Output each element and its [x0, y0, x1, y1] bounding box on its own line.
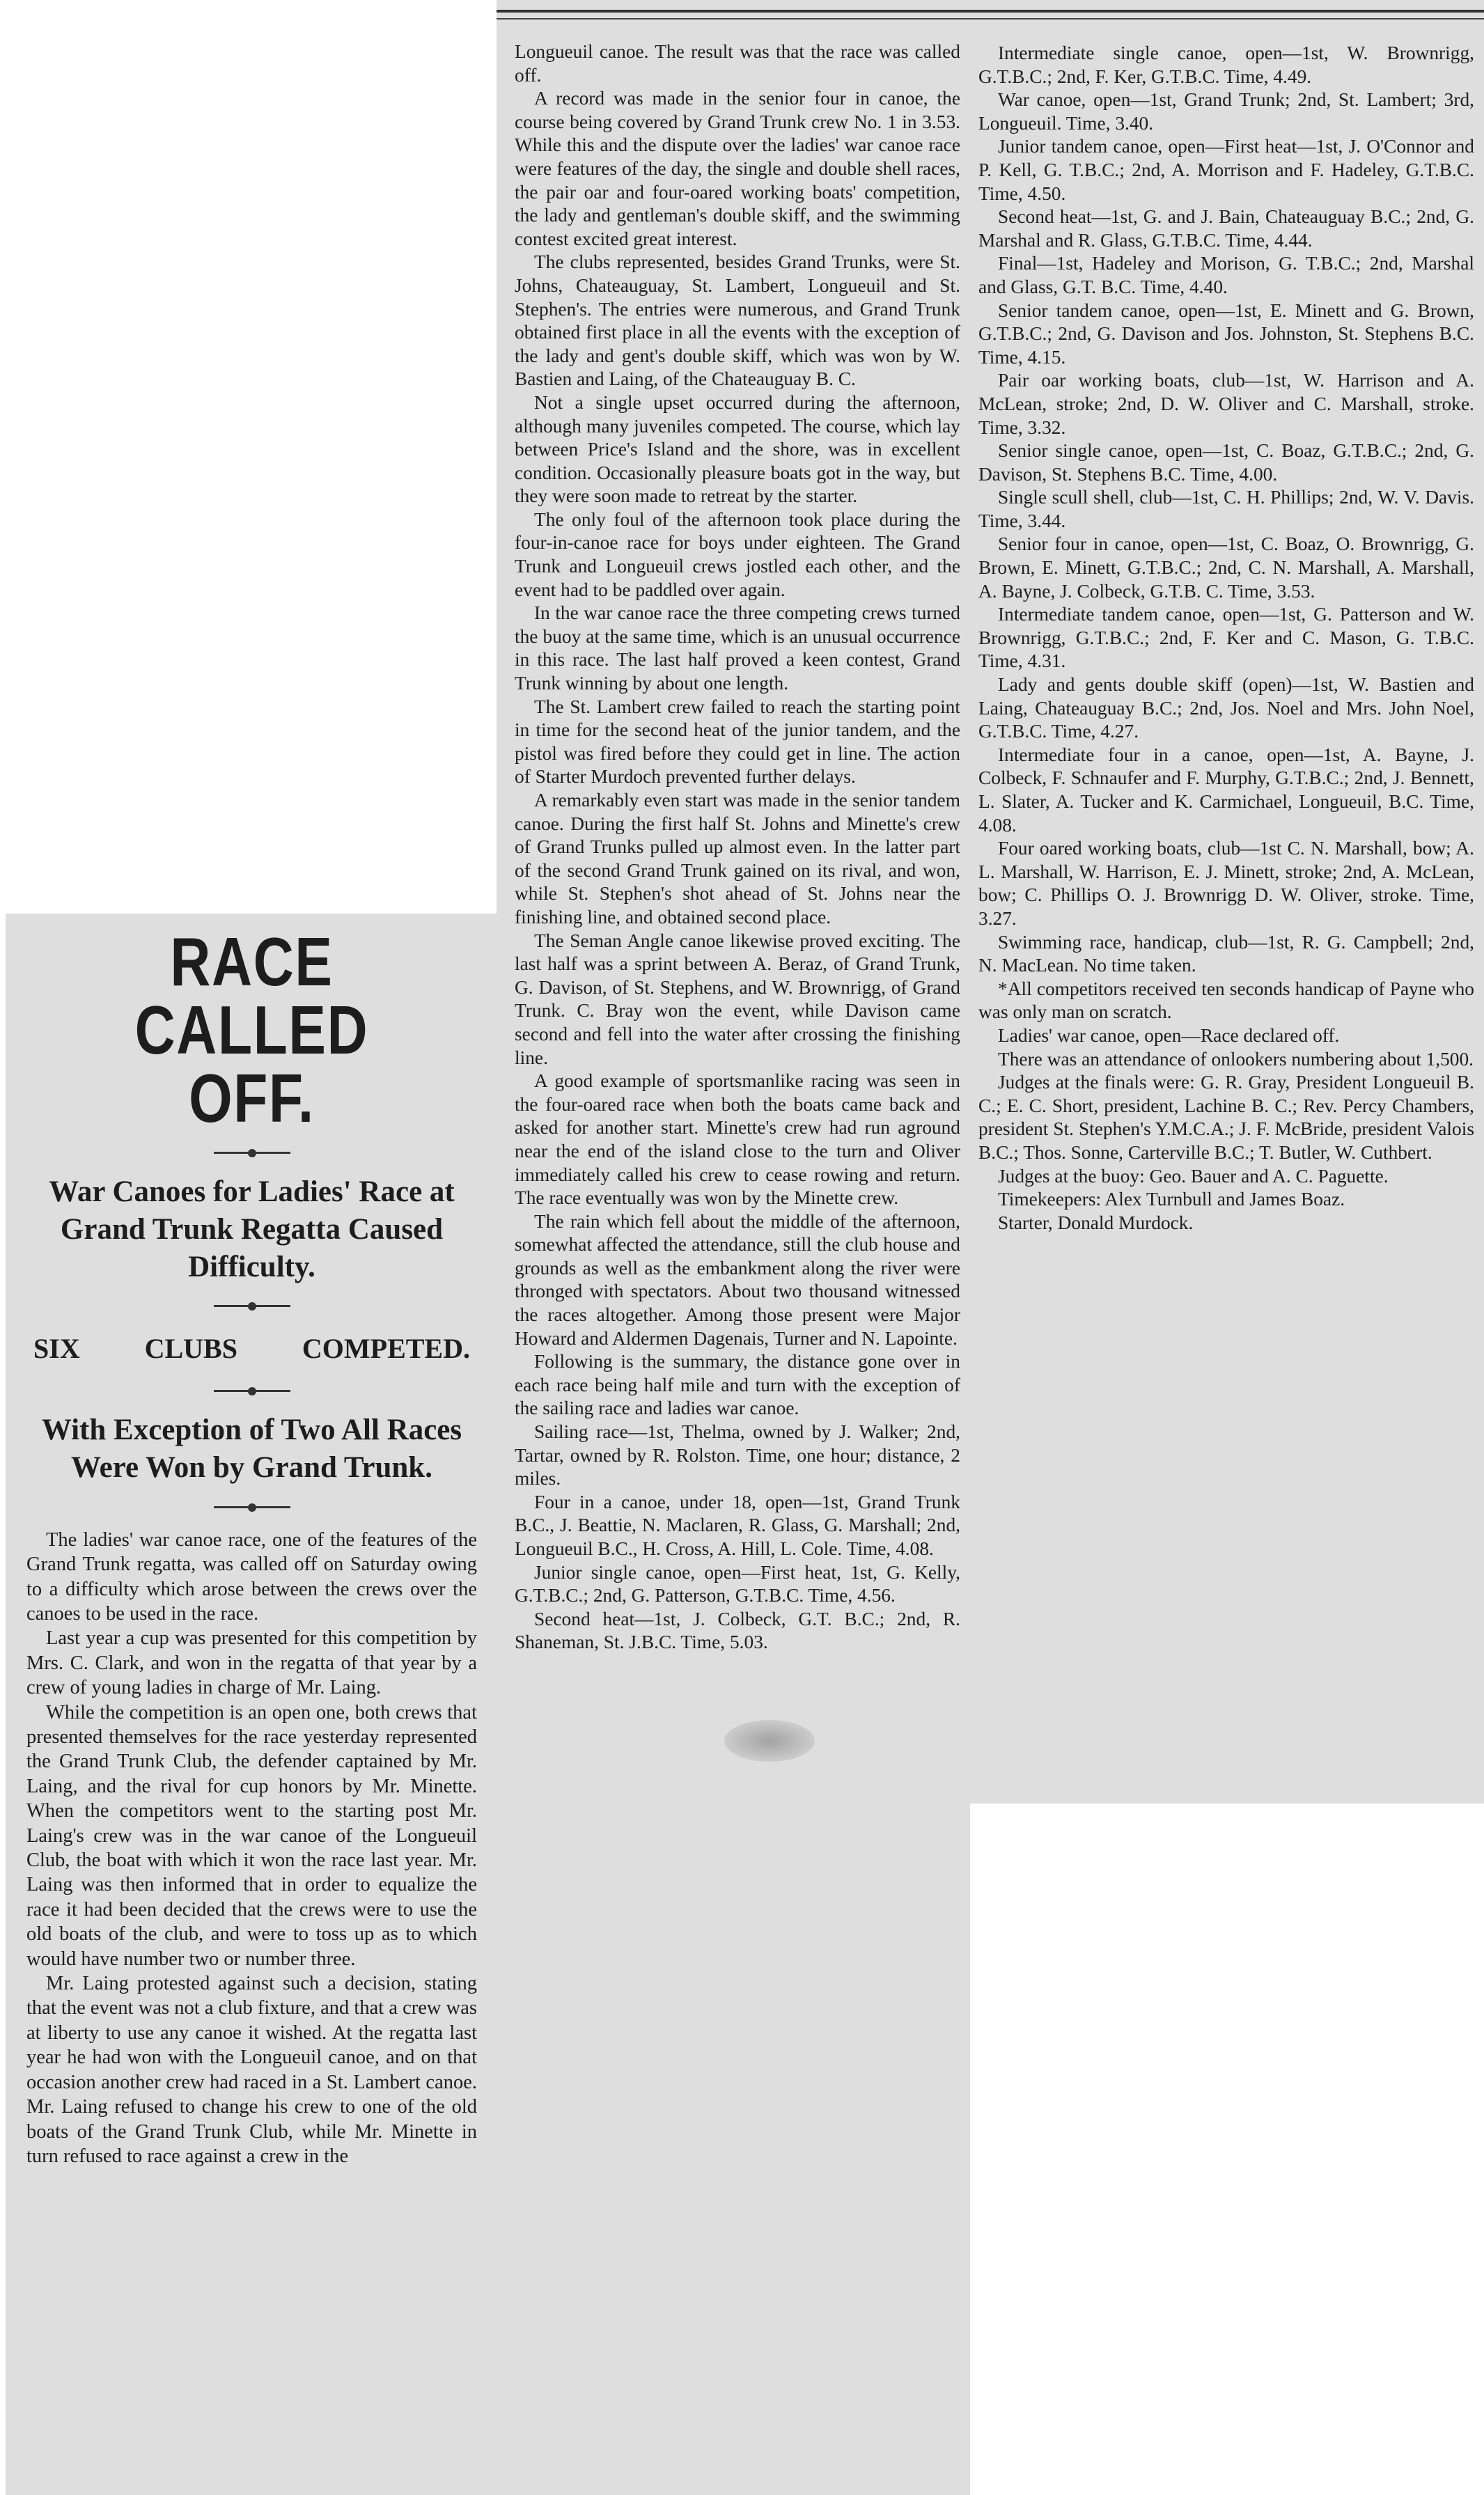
deck-2-word: COMPETED. — [302, 1333, 470, 1365]
top-rule — [970, 10, 1484, 13]
paragraph: Second heat—1st, G. and J. Bain, Chateauguay B.C.; 2nd, G. Marshal and R. Glass, G.T.B.C. Time, 4.44. — [978, 206, 1474, 251]
paragraph: Intermediate single canoe, open—1st, W. Brownrigg, G.T.B.C.; 2nd, F. Ker, G.T.B.C. Time, 4.49. — [978, 42, 1474, 87]
paragraph: Judges at the buoy: Geo. Bauer and A. C. Paguette. — [998, 1165, 1389, 1187]
deck-1: War Canoes for Ladies' Race at Grand Trunk Regatta Caused Difficulty. — [49, 1175, 455, 1283]
top-rule — [497, 10, 970, 13]
paragraph: Senior single canoe, open—1st, C. Boaz, G.T.B.C.; 2nd, G. Davison, St. Stephens B.C. Time, 4.00. — [978, 440, 1474, 485]
article-column-3 — [970, 0, 1484, 1804]
deck-3: With Exception of Two All Races Were Won by Grand Trunk. — [41, 1414, 462, 1484]
paragraph: Judges at the finals were: G. R. Gray, President Longueuil B. C.; E. C. Short, president, Lachine B. C.; Rev. Percy Chambers, president St. Stephen's Y.M.C.A.; J. F. McBride, president Valois B.C.; Thos. Sonne, Carterville B.C.; T. Butler, W. Cuthbert. — [978, 1072, 1474, 1163]
paragraph: Four oared working boats, club—1st C. N. Marshall, bow; A. L. Marshall, W. Harrison, E. J. Minett, stroke; 2nd, A. McLean, bow; C. Phillips O. J. Brownrigg D. W. Oliver, stroke. Time, 3.27. — [978, 838, 1474, 929]
paragraph: Sailing race—1st, Thelma, owned by J. Walker; 2nd, Tartar, owned by R. Rolston. Time, one hour; distance, 2 miles. — [515, 1421, 960, 1489]
rule-divider — [214, 1152, 290, 1154]
paragraph: Four in a canoe, under 18, open—1st, Grand Trunk B.C., J. Beattie, N. Maclaren, R. Glass, G. Marshall; 2nd, Longueuil B.C., H. Cross, A. Hill, L. Cole. Time, 4.08. — [515, 1491, 960, 1559]
paragraph: Not a single upset occurred during the afternoon, although many juveniles competed. The course, which lay between Price's Island and the shore, was in excellent condition. Occasionally pleasure boats got in the way, but they were soon made to retreat by the starter. — [515, 391, 960, 507]
paragraph: The Seman Angle canoe likewise proved exciting. The last half was a sprint between A. Beraz, of Grand Trunk, G. Davison, of St. Stephens, and W. Brownrigg, of Grand Trunk. C. Bray won the event, while Davison came second and fell into the water after crossing the finishing line. — [515, 930, 960, 1068]
paragraph: While the competition is an open one, both crews that presented themselves for the race yesterday represented the Grand Trunk Club, the defender captained by Mr. Laing, and the rival for cup honors by Mr. Minette. When the competitors went to the starting post Mr. Laing's crew was in the war canoe of the Longueuil Club, the boat with which it won the race last year. Mr. Laing was then informed that in order to equalize the race it had been decided that the crews were to use the old boats of the club, and were to toss up as to which would have number two or number three. — [26, 1701, 477, 1970]
rule-divider — [214, 1390, 290, 1392]
paragraph: In the war canoe race the three competing crews turned the buoy at the same time, which is an unusual occurrence in this race. The last half proved a keen contest, Grand Trunk winning by about one length. — [515, 602, 960, 694]
paragraph: The only foul of the afternoon took place during the four-in-canoe race for boys under eighteen. The Grand Trunk and Longueuil crews jostled each other, and the event had to be paddled over again. — [515, 508, 960, 600]
paragraph: A remarkably even start was made in the senior tandem canoe. During the first half St. Johns and Minette's crew of Grand Trunks pulled up almost even. In the latter part of the second Grand Trunk gained on its rival, and won, while St. Stephen's shot ahead of St. Johns near the finishing line, and obtained second place. — [515, 790, 960, 928]
article-column-2 — [497, 0, 970, 2495]
top-rule-thin — [497, 18, 970, 19]
column-3-body — [978, 42, 1474, 1235]
paragraph: Junior single canoe, open—First heat, 1st, G. Kelly, G.T.B.C.; 2nd, G. Patterson, G.T.B.C. Time, 4.56. — [515, 1561, 960, 1606]
deck-2-word: SIX — [33, 1333, 80, 1365]
rule-divider — [214, 1506, 290, 1508]
paragraph: Last year a cup was presented for this competition by Mrs. C. Clark, and won in the regatta of that year by a crew of young ladies in charge of Mr. Laing. — [26, 1627, 477, 1699]
paragraph: Longueuil canoe. The result was that the race was called off. — [515, 41, 960, 86]
paragraph: Junior tandem canoe, open—First heat—1st, J. O'Connor and P. Kell, G. T.B.C.; 2nd, A. Morrison and F. Hadeley, G.T.B.C. Time, 4.50. — [978, 136, 1474, 204]
paragraph: Timekeepers: Alex Turnbull and James Boaz. — [998, 1189, 1345, 1210]
paragraph: Senior tandem canoe, open—1st, E. Minett and G. Brown, G.T.B.C.; 2nd, G. Davison and Jos. Johnston, St. Stephens B.C. Time, 4.15. — [978, 299, 1474, 368]
paragraph: Starter, Donald Murdock. — [998, 1212, 1194, 1233]
paragraph: War canoe, open—1st, Grand Trunk; 2nd, St. Lambert; 3rd, Longueuil. Time, 3.40. — [978, 89, 1474, 134]
column-2-body — [515, 40, 960, 1655]
rule-divider — [214, 1305, 290, 1307]
paragraph: Intermediate tandem canoe, open—1st, G. Patterson and W. Brownrigg, G.T.B.C.; 2nd, F. Ker and C. Mason, G. T.B.C. Time, 4.31. — [978, 604, 1474, 672]
print-smudge — [724, 1720, 815, 1762]
paragraph: The ladies' war canoe race, one of the features of the Grand Trunk regatta, was called off on Saturday owing to a difficulty which arose between the crews over the canoes to be used in the race. — [26, 1528, 477, 1625]
paragraph: Intermediate four in a canoe, open—1st, A. Bayne, J. Colbeck, F. Schnaufer and F. Murphy, G.T.B.C.; 2nd, J. Bennett, L. Slater, A. Tucker and K. Carmichael, Longueuil, B.C. Time, 4.08. — [978, 744, 1474, 836]
paragraph: Second heat—1st, J. Colbeck, G.T. B.C.; 2nd, R. Shaneman, St. J.B.C. Time, 5.03. — [515, 1608, 960, 1653]
paragraph: A record was made in the senior four in canoe, the course being covered by Grand Trunk crew No. 1 in 3.53. While this and the dispute over the ladies' war canoe race were features of the day, the single and double shell races, the pair oar and four-oared working boats' competition, the lady and gentleman's double skiff, and the swimming contest excited great interest. — [515, 88, 960, 249]
deck-2 — [33, 1332, 470, 1365]
paragraph: The St. Lambert crew failed to reach the starting point in time for the second heat of the junior tandem, and the pistol was fired before they could get in line. The action of Starter Murdoch prevented further delays. — [515, 696, 960, 788]
top-rule-thin — [970, 18, 1484, 19]
paragraph: Single scull shell, club—1st, C. H. Phillips; 2nd, W. V. Davis. Time, 3.44. — [978, 487, 1474, 531]
column-1-body — [26, 1528, 477, 2169]
paragraph: Final—1st, Hadeley and Morison, G. T.B.C.; 2nd, Marshal and Glass, G.T. B.C. Time, 4.40. — [978, 253, 1474, 297]
deck-2-word: CLUBS — [144, 1333, 237, 1365]
paragraph: The rain which fell about the middle of the afternoon, somewhat affected the attendance, still the club house and grounds as well as the embankment along the river were thronged with spectators. About two thousand witnessed the races altogether. Among those present were Major Howard and Aldermen Dagenais, Turner and N. Lapointe. — [515, 1210, 960, 1349]
paragraph: Senior four in canoe, open—1st, C. Boaz, O. Brownrigg, G. Brown, E. Minett, G.T.B.C.; 2nd, C. N. Marshall, A. Marshall, A. Bayne, J. Colbeck, G.T.B. C. Time, 3.53. — [978, 533, 1474, 602]
headline: RACE CALLED OFF. — [134, 923, 369, 1136]
paragraph: Pair oar working boats, club—1st, W. Harrison and A. McLean, stroke; 2nd, D. W. Oliver and C. Marshall, stroke. Time, 3.32. — [978, 370, 1474, 438]
paragraph: Following is the summary, the distance gone over in each race being half mile and turn with the exception of the sailing race and ladies war canoe. — [515, 1351, 960, 1419]
paragraph: Mr. Laing protested against such a decision, stating that the event was not a club fixture, and that a crew was at liberty to use any canoe it wished. At the regatta last year he had won with the Longueuil canoe, and on that occasion another crew had raced in a St. Lambert canoe. Mr. Laing refused to change his crew to one of the old boats of the Grand Trunk Club, while Mr. Minette in turn refused to race against a crew in the — [26, 1973, 477, 2167]
paragraph: Swimming race, handicap, club—1st, R. G. Campbell; 2nd, N. MacLean. No time taken. — [978, 931, 1474, 976]
article-column-1 — [6, 914, 497, 2495]
paragraph: Lady and gents double skiff (open)—1st, W. Bastien and Laing, Chateauguay B.C.; 2nd, Jos. Noel and Mrs. John Noel, G.T.B.C. Time, 4.27. — [978, 674, 1474, 742]
paragraph: *All competitors received ten seconds handicap of Payne who was only man on scratch. — [978, 978, 1474, 1023]
paragraph: The clubs represented, besides Grand Trunks, were St. Johns, Chateauguay, St. Lambert, Longueuil and St. Stephen's. The entries were numerous, and Grand Trunk obtained first place in all the events with the exception of the lady and gent's double skiff, which was won by W. Bastien and Laing, of the Chateauguay B. C. — [515, 251, 960, 390]
paragraph: A good example of sportsmanlike racing was seen in the four-oared race when both the boats came back and asked for another start. Minette's crew had run aground near the end of the island close to the turn and Oliver immediately called his crew to cease rowing and return. The race eventually was won by the Minette crew. — [515, 1070, 960, 1209]
paragraph: There was an attendance of onlookers numbering about 1,500. — [998, 1048, 1474, 1070]
paragraph: Ladies' war canoe, open—Race declared off. — [998, 1024, 1340, 1046]
